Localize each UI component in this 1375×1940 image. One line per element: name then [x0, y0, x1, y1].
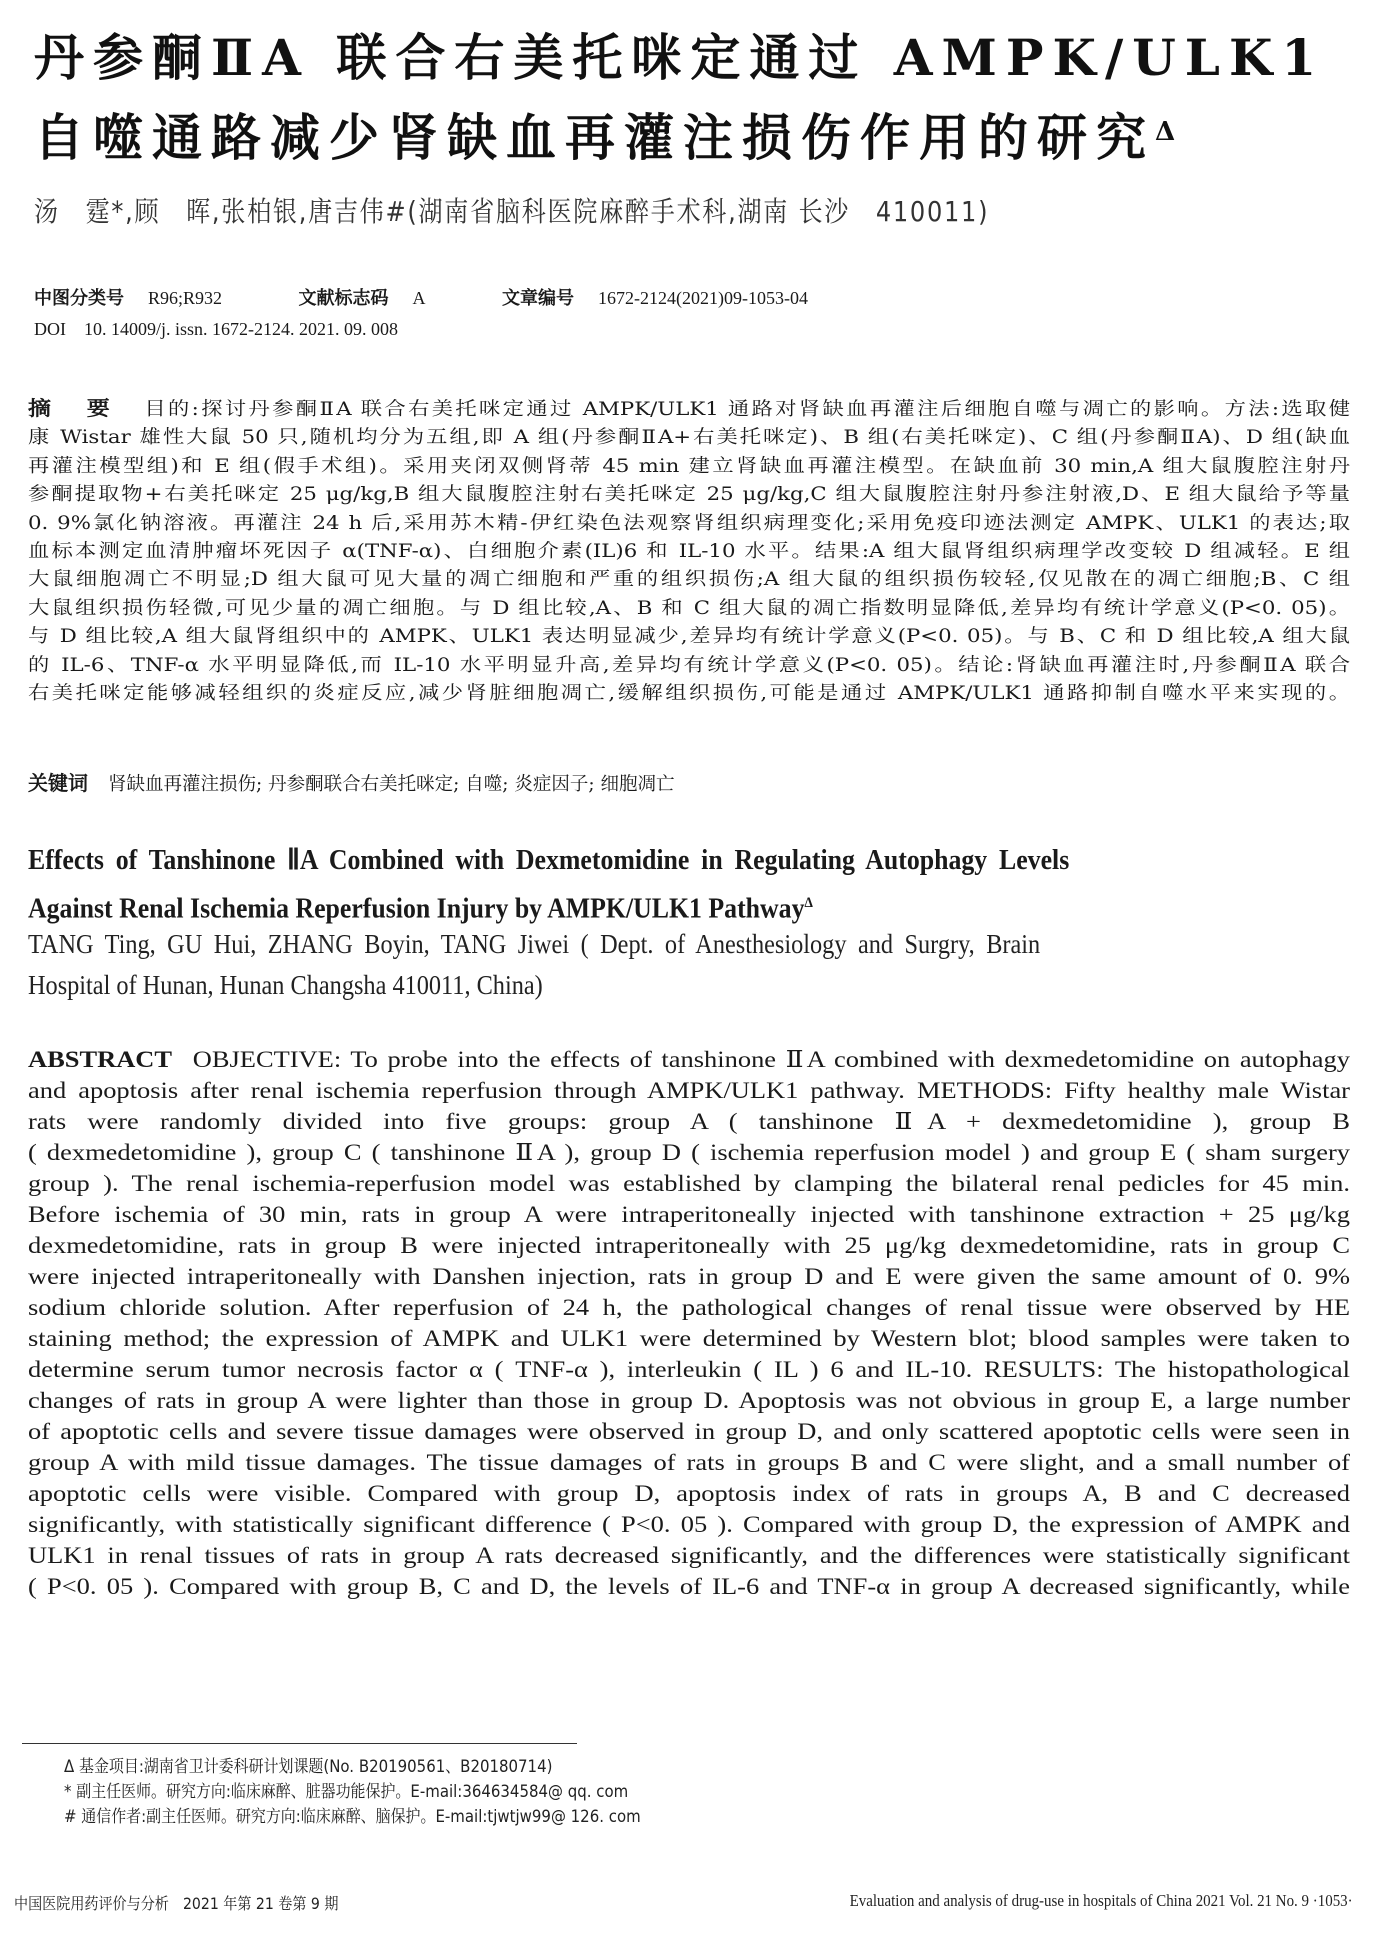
doi-value[interactable]: 10. 14009/j. issn. 1672-2124. 2021. 09. 008	[84, 319, 399, 339]
abstract-en-line: apoptotic cells were visible. Compared with group D, apoptosis index of rats in groups A, B and C decreased	[28, 1481, 1350, 1506]
title-cn-line-1: 丹参酮ⅡA 联合右美托咪定通过 AMPK/ULK1	[34, 28, 1326, 87]
abstract-en	[28, 1044, 1350, 1602]
abstract-en-line: ABSTRACT OBJECTIVE: To probe into the effects of tanshinone ⅡA combined with dexmedetomidine on autophagy	[28, 1047, 1350, 1072]
footnote-first-author: * 副主任医师。研究方向:临床麻醉、脏器功能保护。E-mail:364634584@ qq. com	[64, 1782, 629, 1802]
footnotes	[64, 1755, 719, 1830]
keywords-cn-label: 关键词	[28, 771, 88, 795]
footnote-divider	[22, 1743, 577, 1744]
abstract-cn-line: 右美托咪定能够减轻组织的炎症反应,减少肾脏细胞凋亡,缓解组织损伤,可能是通过 AMPK/ULK1 通路抑制自噬水平来实现的。	[28, 683, 1350, 705]
abstract-en-line: significantly, with statistically significant difference ( P<0. 05 ). Compared with group D, the expression of AMPK and	[28, 1512, 1350, 1537]
abstract-cn-line: 的 IL-6、TNF-α 水平明显降低,而 IL-10 水平明显升高,差异均有统计学意义(P<0. 05)。结论:肾缺血再灌注时,丹参酮ⅡA 联合	[28, 654, 1350, 676]
footnote-corresponding-author: # 通信作者:副主任医师。研究方向:临床麻醉、脑保护。E-mail:tjwtjw99@ 126. com	[64, 1807, 641, 1827]
keywords-cn	[28, 767, 674, 796]
article-no-value: 1672-2124(2021)09-1053-04	[598, 288, 808, 308]
title-en-line-2: Against Renal Ischemia Reperfusion Injury by AMPK/ULK1 Pathway$^\Delta$	[28, 892, 813, 925]
abstract-en-line: dexmedetomidine, rats in group B were injected intraperitoneally with 25 μg/kg dexmedetomidine, rats in group C	[28, 1233, 1350, 1258]
abstract-en-line: sodium chloride solution. After reperfusion of 24 h, the pathological changes of renal tissue were observed by HE	[28, 1295, 1350, 1320]
abstract-cn-line: 康 Wistar 雄性大鼠 50 只,随机均分为五组,即 A 组(丹参酮ⅡA+右美托咪定)、B 组(右美托咪定)、C 组(丹参酮ⅡA)、D 组(缺血	[28, 427, 1350, 449]
abstract-en-line: Before ischemia of 30 min, rats in group A were intraperitoneally injected with tanshinone extraction + 25 μg/kg	[28, 1202, 1350, 1227]
clc-value: R96;R932	[148, 288, 223, 308]
doc-code-label: 文献标志码	[298, 288, 389, 309]
footer-journal-en: Evaluation and analysis of drug-use in hospitals of China 2021 Vol. 21 No. 9 ·1053·	[849, 1891, 1353, 1910]
abstract-en-line: ( P<0. 05 ). Compared with group B, C and D, the levels of IL-6 and TNF-α in group A decreased significantly, while	[28, 1574, 1350, 1599]
abstract-cn-line: 参酮提取物+右美托咪定 25 μg/kg,B 组大鼠腹腔注射右美托咪定 25 μg/kg,C 组大鼠腹腔注射丹参注射液,D、E 组大鼠给予等量	[28, 484, 1350, 506]
article-no-label: 文章编号	[502, 288, 575, 309]
footnote-funding: Δ 基金项目:湖南省卫计委科研计划课题(No. B20190561、B20180714)	[64, 1757, 553, 1777]
abstract-en-line: and apoptosis after renal ischemia reperfusion through AMPK/ULK1 pathway. METHODS: Fifty healthy male Wistar	[28, 1078, 1350, 1103]
abstract-cn-label: 摘 要	[28, 396, 124, 420]
fund-mark: Δ	[804, 895, 813, 911]
abstract-en-line: of apoptotic cells and severe tissue damages were observed in group D, and only scattered apoptotic cells were seen in	[28, 1419, 1350, 1444]
abstract-en-line: rats were randomly divided into five groups: group A ( tanshinone ⅡA + dexmedetomidine ), group B	[28, 1109, 1350, 1134]
abstract-en-line: determine serum tumor necrosis factor α ( TNF-α ), interleukin ( IL ) 6 and IL-10. RESULTS: The histopathological	[28, 1357, 1350, 1382]
abstract-en-line: group ). The renal ischemia-reperfusion model was established by clamping the bilateral renal pedicles for 45 min.	[28, 1171, 1350, 1196]
title-en-line-1: Effects of Tanshinone ⅡA Combined with Dexmetomidine in Regulating Autophagy Levels	[28, 844, 1070, 876]
classification-row	[34, 284, 880, 310]
abstract-en-line: changes of rats in group A were lighter than those in group D. Apoptosis was not obvious in group E, a large number	[28, 1388, 1350, 1413]
abstract-cn-line: 0. 9%氯化钠溶液。再灌注 24 h 后,采用苏木精-伊红染色法观察肾组织病理变化;采用免疫印迹法测定 AMPK、ULK1 的表达;取	[28, 512, 1350, 534]
clc-label: 中图分类号	[34, 288, 124, 309]
doc-code-value: A	[412, 288, 426, 308]
fund-mark: Δ	[1155, 117, 1176, 147]
abstract-cn-line: 再灌注模型组)和 E 组(假手术组)。采用夹闭双侧肾蒂 45 min 建立肾缺血再灌注模型。在缺血前 30 min,A 组大鼠腹腔注射丹	[28, 455, 1350, 477]
abstract-en-label: ABSTRACT	[28, 1047, 173, 1072]
abstract-en-line: ( dexmedetomidine ), group C ( tanshinone ⅡA ), group D ( ischemia reperfusion model ) and group E ( sham surgery	[28, 1140, 1350, 1165]
abstract-en-line: staining method; the expression of AMPK and ULK1 were determined by Western blot; blood samples were taken to	[28, 1326, 1350, 1351]
title-cn-line-2: 自噬通路减少肾缺血再灌注损伤作用的研究$^\Delta$	[34, 108, 1176, 167]
abstract-en-line: were injected intraperitoneally with Danshen injection, rats in group D and E were given the same amount of 0. 9%	[28, 1264, 1350, 1289]
abstract-cn-line: 大鼠组织损伤轻微,可见少量的凋亡细胞。与 D 组比较,A、B 和 C 组大鼠的凋亡指数明显降低,差异均有统计学意义(P<0. 05)。	[28, 597, 1350, 619]
keywords-cn-text: 肾缺血再灌注损伤; 丹参酮联合右美托咪定; 自噬; 炎症因子; 细胞凋亡	[108, 774, 675, 795]
abstract-cn	[28, 394, 1350, 708]
doi-label: DOI	[34, 319, 66, 339]
abstract-cn-line: 大鼠细胞凋亡不明显;D 组大鼠可见大量的凋亡细胞和严重的组织损伤;A 组大鼠的组织损伤较轻,仅见散在的凋亡细胞;B、C 组	[28, 569, 1350, 591]
abstract-cn-line: 血标本测定血清肿瘤坏死因子 α(TNF-α)、白细胞介素(IL)6 和 IL-10 水平。结果:A 组大鼠肾组织病理学改变较 D 组减轻。E 组	[28, 541, 1350, 563]
abstract-cn-line: 与 D 组比较,A 组大鼠肾组织中的 AMPK、ULK1 表达明显减少,差异均有统计学意义(P<0. 05)。与 B、C 和 D 组比较,A 组大鼠	[28, 626, 1350, 648]
authors-en-line-1: TANG Ting, GU Hui, ZHANG Boyin, TANG Jiwei ( Dept. of Anesthesiology and Surgry, Brain	[28, 929, 1041, 959]
authors-en-line-2: Hospital of Hunan, Hunan Changsha 410011, China)	[28, 970, 543, 1000]
doi-row	[34, 319, 398, 340]
abstract-en-line: group A with mild tissue damages. The tissue damages of rats in groups B and C were slight, and a small number of	[28, 1450, 1350, 1475]
footer-journal-cn: 中国医院用药评价与分析 2021 年第 21 卷第 9 期	[14, 1894, 339, 1913]
abstract-cn-line: 摘 要 目的:探讨丹参酮ⅡA 联合右美托咪定通过 AMPK/ULK1 通路对肾缺血再灌注后细胞自噬与凋亡的影响。方法:选取健	[28, 396, 1350, 420]
abstract-en-line: ULK1 in renal tissues of rats in group A rats decreased significantly, and the differences were statistically significant	[28, 1543, 1350, 1568]
authors-affiliation-cn: 汤 霆*,顾 晖,张柏银,唐吉伟#(湖南省脑科医院麻醉手术科,湖南 长沙 410011)	[34, 195, 990, 228]
